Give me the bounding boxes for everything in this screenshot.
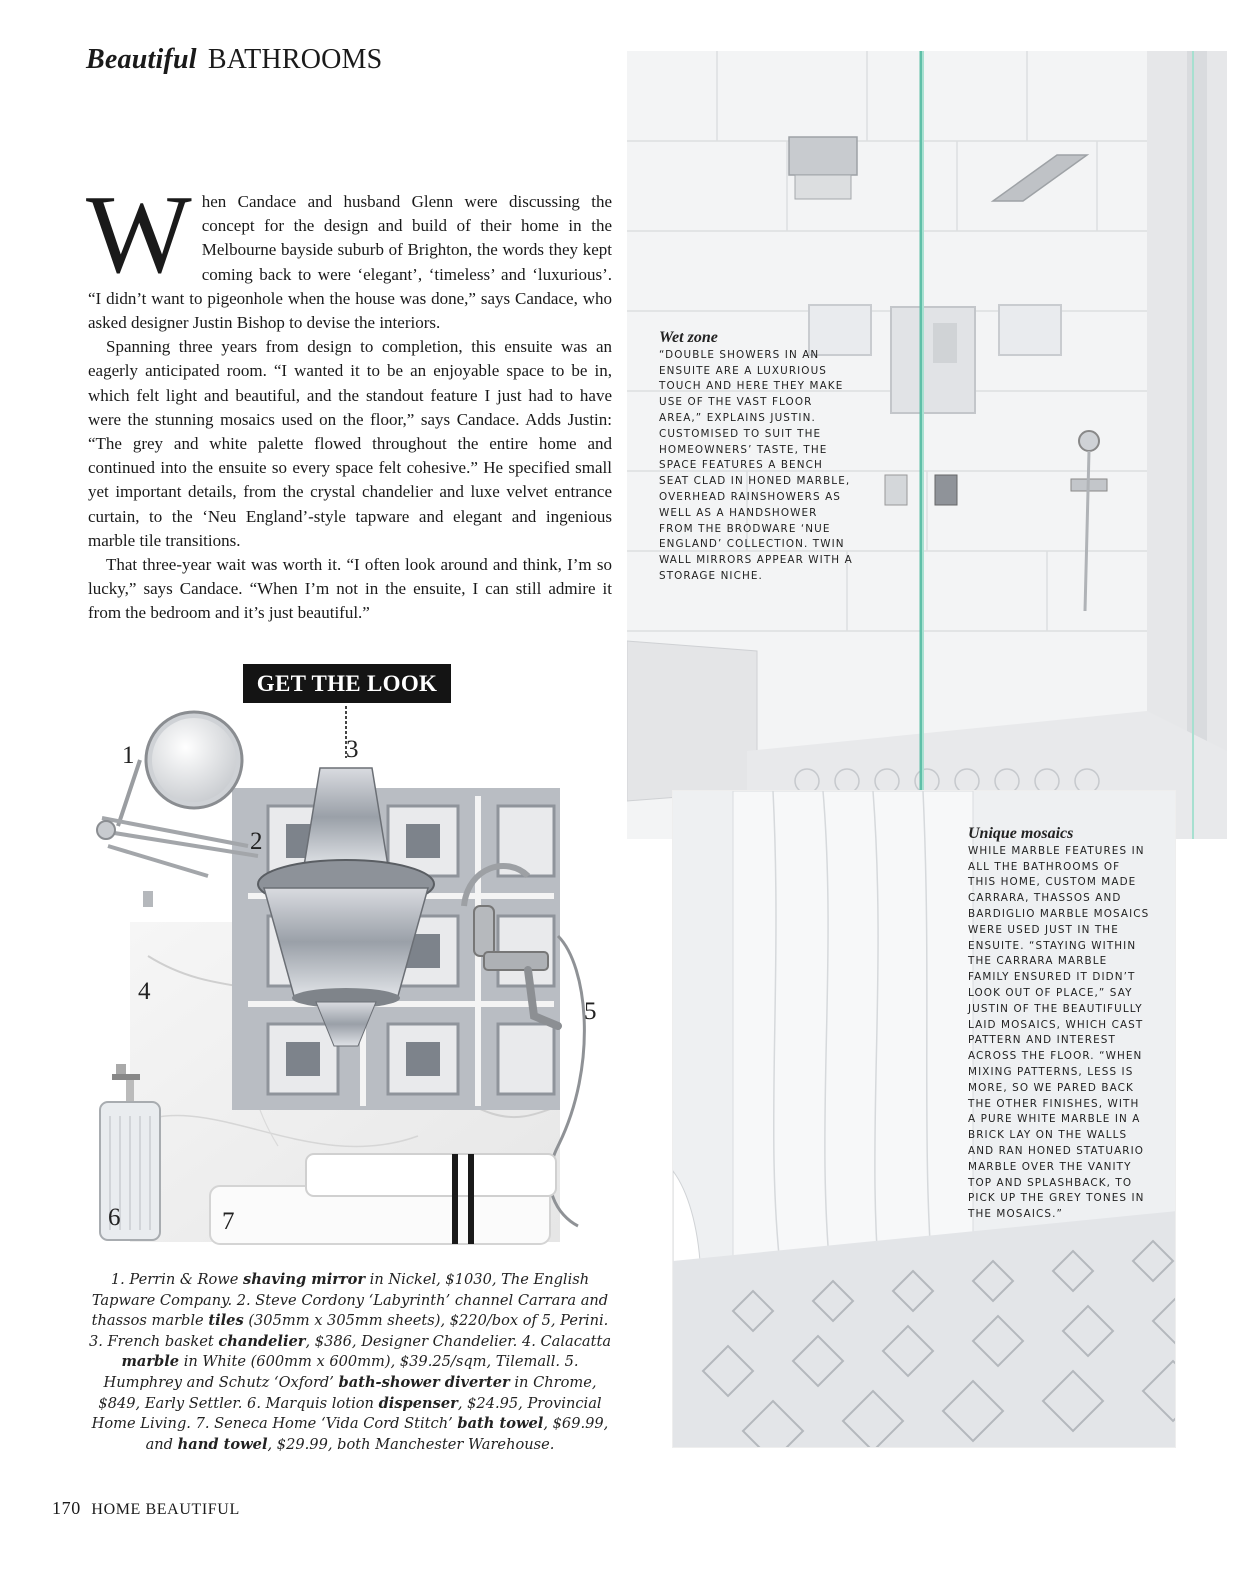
item-number-2: 2 xyxy=(250,828,263,855)
page-folio xyxy=(52,1498,240,1519)
credit-bold: hand towel xyxy=(177,1435,268,1453)
item-number-6: 6 xyxy=(108,1204,121,1231)
drop-cap: W xyxy=(86,173,192,297)
credit-bold: marble xyxy=(121,1353,180,1371)
product-collage xyxy=(88,706,624,1252)
caption-wet-zone-title: Wet zone xyxy=(659,329,718,346)
credit-bold: chandelier xyxy=(218,1332,306,1350)
caption-unique-mosaics xyxy=(968,826,1150,1223)
credit-bold: shaving mirror xyxy=(243,1271,366,1288)
paragraph-1-text: hen Candace and husband Glenn were discussing the concept for the design and build of their home in the Melbourne bayside suburb of Brighton, the words they kept coming back to were ‘elegant’, ‘timeless’ and ‘luxurious’. “I didn’t want to pigeonhole when the house was done,” says Candace, who asked designer Justin Bishop to devise the interiors. xyxy=(88,192,612,333)
credit-bold: bath towel xyxy=(457,1415,544,1433)
item-number-3: 3 xyxy=(346,736,359,763)
item-number-1: 1 xyxy=(122,742,135,769)
credit-bold: bath-shower diverter xyxy=(338,1373,510,1391)
publication-name: HOME BEAUTIFUL xyxy=(91,1501,240,1518)
caption-unique-mosaics-body: WHILE MARBLE FEATURES IN ALL THE BATHROOMS OF THIS HOME, CUSTOM MADE CARRARA, THASSOS AND BARDIGLIO MARBLE MOSAICS WERE USED JUST IN THE ENSUITE. “STAYING WITHIN THE CARRARA MARBLE FAMILY ENSURED IT DIDN’T LOOK OUT OF PLACE,” SAY JUSTIN OF THE BEAUTIFULLY LAID MOSAICS, WHICH CAST PATTERN AND INTEREST ACROSS THE FLOOR. “WHEN MIXING PATTERNS, LESS IS MORE, SO WE PARED BACK THE OTHER FINISHES, WITH A PURE WHITE MARBLE IN A BRICK LAY ON THE WALLS AND RAN HONED STATUARIO MARBLE OVER THE VANITY TOP AND SPLASHBACK, TO PICK UP THE GREY TONES IN THE MOSAICS.” xyxy=(968,844,1150,1221)
credit-bold: tiles xyxy=(208,1312,244,1330)
section-header xyxy=(86,44,382,76)
credit-text: in Nickel, $1030, The English Tapware Company. 2. Steve Cordony ‘Labyrinth’ channel Carrara and thassos marble xyxy=(91,1271,609,1330)
credit-text: in White (600mm x 600mm), $39.25/sqm, Tilemall. 5. Humphrey and Schutz ‘Oxford’ xyxy=(103,1353,579,1391)
article-body xyxy=(86,173,612,626)
credit-text: in Chrome, $849, Early Settler. 6. Marquis lotion xyxy=(98,1373,597,1412)
page-number: 170 xyxy=(52,1498,81,1518)
paragraph-3: That three-year wait was worth it. “I often look around and think, I’m so lucky,” says Candace. “When I’m not in the ensuite, I can still admire it from the bedroom and it’s just beautiful.” xyxy=(88,555,612,623)
caption-unique-mosaics-title: Unique mosaics xyxy=(968,825,1074,842)
section-title-italic: Beautiful xyxy=(86,44,197,75)
credit-text: , $24.95, Provincial Home Living. 7. Seneca Home ‘Vida Cord Stitch’ xyxy=(91,1394,602,1433)
credit-text: , $386, Designer Chandelier. 4. Calacatta xyxy=(305,1332,612,1350)
credit-text: , $29.99, both Manchester Warehouse. xyxy=(267,1435,555,1453)
item-number-4: 4 xyxy=(138,978,151,1005)
get-the-look-label: GET THE LOOK xyxy=(243,664,451,703)
item-number-5: 5 xyxy=(584,998,597,1025)
product-credits xyxy=(88,1270,612,1455)
caption-wet-zone-body: “DOUBLE SHOWERS IN AN ENSUITE ARE A LUXURIOUS TOUCH AND HERE THEY MAKE USE OF THE VAST FLOOR AREA,” EXPLAINS JUSTIN. CUSTOMISED TO SUIT THE HOMEOWNERS’ TASTE, THE SPACE FEATURES A BENCH SEAT CLAD IN HONED MARBLE, OVERHEAD RAINSHOWERS AS WELL AS A HANDSHOWER FROM THE BRODWARE ‘NUE ENGLAND’ COLLECTION. TWIN WALL MIRRORS APPEAR WITH A STORAGE NICHE. xyxy=(659,348,853,582)
credit-text: (305mm x 305mm sheets), $220/box of 5, Perini. 3. French basket xyxy=(88,1312,609,1350)
paragraph-1 xyxy=(86,173,612,335)
credit-text: 1. Perrin & Rowe xyxy=(110,1271,244,1288)
paragraph-2: Spanning three years from design to completion, this ensuite was an eagerly anticipated room. “I wanted it to be an enjoyable space to be in, which felt light and beautiful, and the standout feature I just had to have were the stunning mosaics used on the floor,” says Candace. Adds Justin: “The grey and white palette flowed throughout the entire home and continued into the ensuite so every space felt cohesive.” He specified small yet important details, from the crystal chandelier and luxe velvet entrance curtain, to the ‘Neu England’-style tapware and elegant and ingenious marble tile transitions. xyxy=(88,337,612,550)
collage-illustration xyxy=(88,706,624,1252)
credit-text: , $69.99, and xyxy=(145,1415,609,1453)
caption-wet-zone xyxy=(659,330,854,585)
credit-bold: dispenser xyxy=(378,1394,458,1412)
section-title-caps: BATHROOMS xyxy=(207,44,383,75)
item-number-7: 7 xyxy=(222,1208,235,1235)
